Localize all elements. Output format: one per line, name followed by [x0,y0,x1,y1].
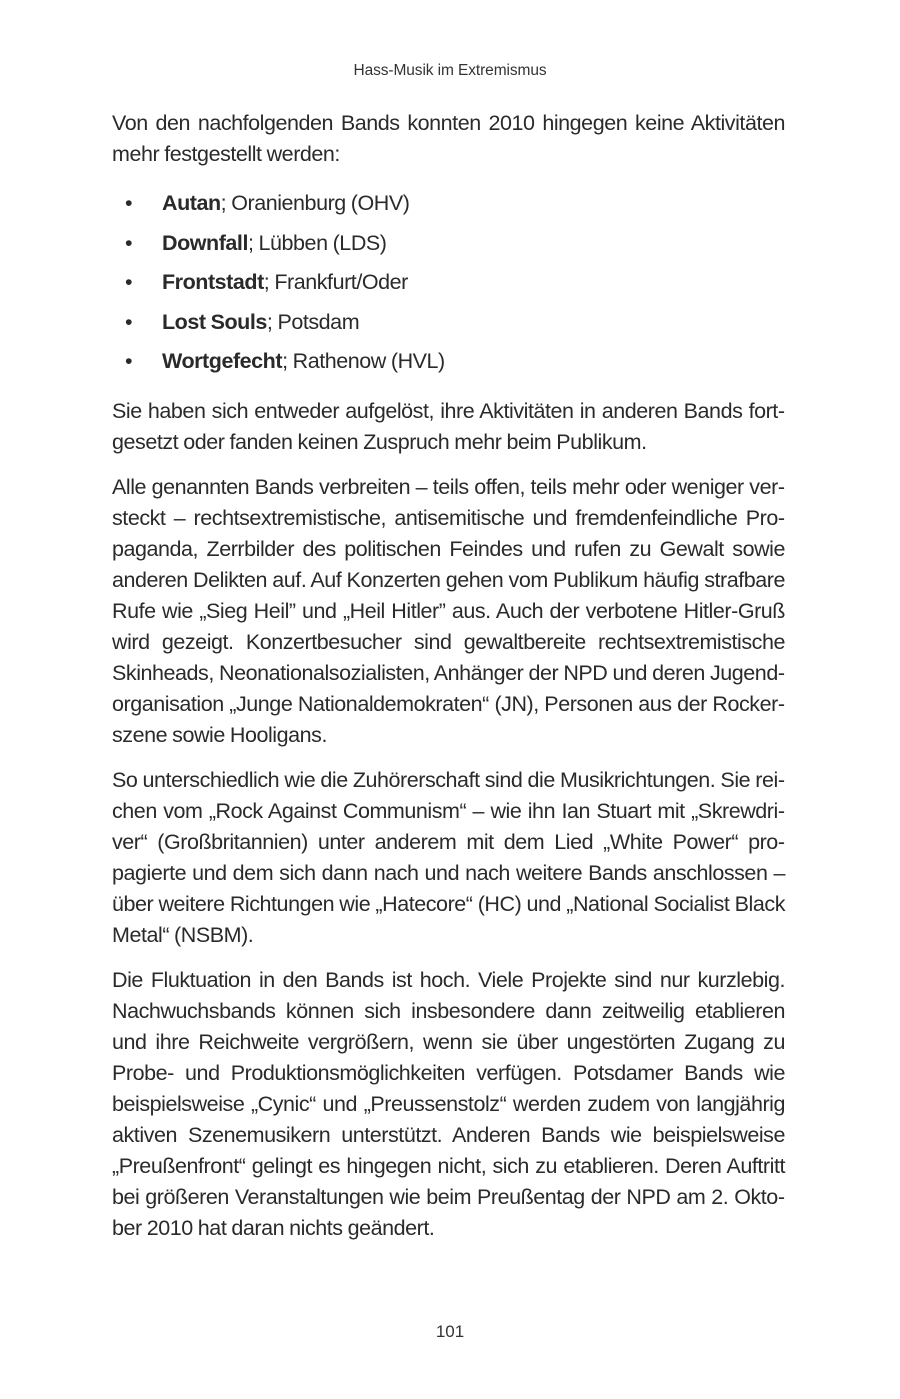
running-head: Hass-Musik im Extremismus [353,62,547,79]
band-name: Lost Souls [162,309,267,334]
band-name: Wortgefecht [162,349,283,373]
band-location: ; Rathenow (HVL) [282,349,445,373]
band-location: ; Potsdam [266,309,360,334]
band-name: Autan [162,191,221,215]
page-number: 101 [435,1322,465,1341]
bullet: • [125,191,133,215]
band-location: ; Lübben (LDS) [247,230,387,255]
body-paragraph-propaganda: Alle genannten Bands verbreiten – teils offen, teils mehr oder weniger versteckt – rechtsextremistische, antisemitische und fremdenfeindliche Propaganda, Zerrbilder des politischen Feindes und rufen zu Gewalt sowie anderen Delikten auf. Auf Konzerten gehen vom Publikum häufig strafbare Rufe wie „Sieg Heil” und „Heil Hitler” aus. Auch der verbotene Hitler-Gruß wird gezeigt. Konzertbesucher sind gewaltbereite rechtsextremistische Skinheads, Neonationalsozialisten, Anhänger der NPD und deren Jugendorganisation „Junge Nationaldemokraten“ (JN), Personen aus der Rockerszene sowie Hooligans. [112,474,785,747]
bullet: • [125,309,133,334]
page-body [112,108,785,1258]
band-name: Downfall [162,230,248,255]
list-item [112,342,785,382]
list-item [112,184,785,224]
bullet: • [125,230,133,255]
bullet: • [125,349,133,373]
band-list [112,184,785,382]
bullet: • [125,270,133,294]
list-item [112,224,785,264]
list-item [112,263,785,303]
body-paragraph-dissolved: Sie haben sich entweder aufgelöst, ihre Aktivitäten in anderen Bands fortgesetzt oder fanden keinen Zuspruch mehr beim Publikum. [112,398,785,454]
list-item [112,303,785,343]
band-location: ; Frankfurt/Oder [263,270,408,294]
body-paragraph-music-styles: So unterschiedlich wie die Zuhörerschaft sind die Musikrichtungen. Sie reichen vom „Rock Against Communism“ – wie ihn Ian Stuart mit „Skrewdriver“ (Großbritannien) unter anderem mit dem Lied „White Power“ propagierte und dem sich dann nach und nach weitere Bands anschlossen – über weitere Richtungen wie „Hatecore“ (HC) und „National Socialist Black Metal“ (NSBM). [112,767,785,947]
body-paragraph-fluctuation: Die Fluktuation in den Bands ist hoch. Viele Projekte sind nur kurzlebig. Nachwuchsbands können sich insbesondere dann zeitweilig etablieren und ihre Reichweite vergrößern, wenn sie über ungestörten Zugang zu Probe- und Produktionsmöglichkeiten verfügen. Potsdamer Bands wie beispielsweise „Cynic“ und „Preussenstolz“ werden zudem von langjährig aktiven Szenemusikern unterstützt. Anderen Bands wie beispielsweise „Preußenfront“ gelingt es hingegen nicht, sich zu etablieren. Deren Auftritt bei größeren Veranstaltungen wie beim Preußentag der NPD am 2. Oktober 2010 hat daran nichts geändert. [112,967,785,1240]
band-name: Frontstadt [162,270,264,294]
intro-paragraph: Von den nachfolgenden Bands konnten 2010 hingegen keine Aktivitäten mehr festgestellt werden: [112,111,785,166]
band-location: ; Oranienburg (OHV) [220,191,410,215]
